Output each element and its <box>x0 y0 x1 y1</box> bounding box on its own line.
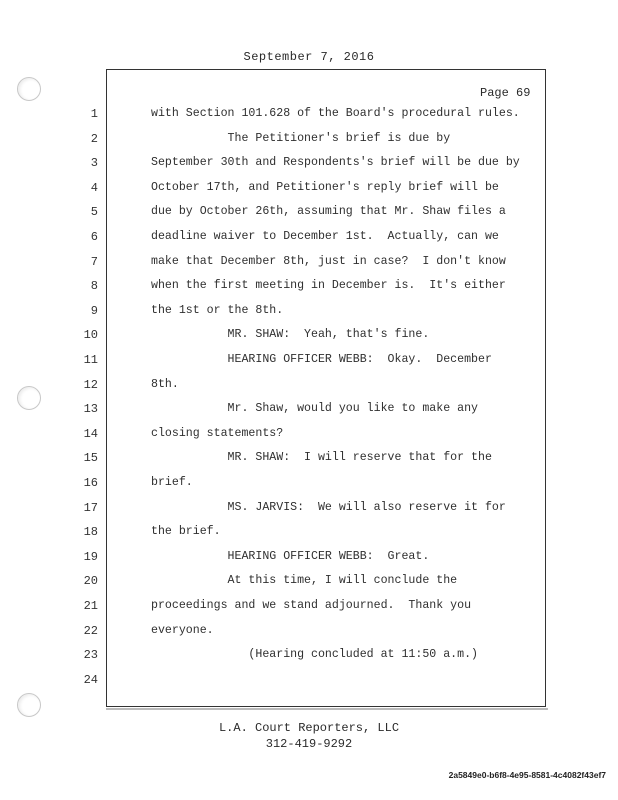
line-text: HEARING OFFICER WEBB: Great. <box>151 549 430 563</box>
line-number: 20 <box>83 574 98 589</box>
line-number: 19 <box>83 549 98 564</box>
line-text: brief. <box>151 476 193 489</box>
line-number: 22 <box>83 623 98 638</box>
transcript-line <box>0 648 618 672</box>
transcript-line <box>0 451 618 475</box>
line-text: MS. JARVIS: We will also reserve it for <box>151 500 506 514</box>
line-number: 23 <box>83 648 98 663</box>
line-text: MR. SHAW: I will reserve that for the <box>151 451 492 465</box>
transcript-line <box>0 427 618 451</box>
transcript-line <box>0 156 618 180</box>
reporter-phone: 312-419-9292 <box>265 737 353 751</box>
line-number: 3 <box>90 156 98 171</box>
line-number: 15 <box>83 451 98 466</box>
line-number: 12 <box>83 377 98 392</box>
line-number: 17 <box>83 500 98 515</box>
frame-shadow <box>106 708 548 710</box>
line-text: October 17th, and Petitioner's reply brief will be <box>151 180 499 194</box>
transcript-line <box>0 328 618 352</box>
line-number: 8 <box>90 279 98 294</box>
transcript-line <box>0 279 618 303</box>
transcript-line <box>0 574 618 598</box>
line-text: proceedings and we stand adjourned. Thank you <box>151 599 472 612</box>
line-text: closing statements? <box>151 426 284 440</box>
transcript-line <box>0 181 618 205</box>
transcript-line <box>0 353 618 377</box>
line-number: 1 <box>90 107 98 121</box>
line-text: At this time, I will conclude the <box>151 574 458 588</box>
line-text: deadline waiver to December 1st. Actually, can we <box>151 230 499 243</box>
transcript-line <box>0 378 618 402</box>
line-text: (Hearing concluded at 11:50 a.m.) <box>151 648 478 662</box>
line-number: 9 <box>90 303 98 318</box>
line-text: everyone. <box>151 623 214 637</box>
line-number: 7 <box>90 254 98 269</box>
transcript-line <box>0 205 618 229</box>
line-text: HEARING OFFICER WEBB: Okay. December <box>151 353 492 366</box>
transcript-line <box>0 501 618 525</box>
transcript-line <box>0 599 618 623</box>
transcript-line <box>0 673 618 697</box>
hearing-date: September 7, 2016 <box>243 50 375 64</box>
line-text: The Petitioner's brief is due by <box>151 131 451 145</box>
line-number: 14 <box>83 426 98 441</box>
line-text: due by October 26th, assuming that Mr. Shaw files a <box>151 205 506 219</box>
line-number: 5 <box>90 205 98 220</box>
line-number: 21 <box>83 599 98 613</box>
line-text: the brief. <box>151 525 221 539</box>
line-text: MR. SHAW: Yeah, that's fine. <box>151 328 430 342</box>
transcript-line <box>0 255 618 279</box>
transcript-line <box>0 402 618 426</box>
transcript-line <box>0 304 618 328</box>
punch-hole-top <box>17 77 41 101</box>
line-number: 10 <box>83 328 98 343</box>
transcript-line <box>0 624 618 648</box>
page-number: Page 69 <box>480 86 531 100</box>
line-text: the 1st or the 8th. <box>151 303 284 317</box>
transcript-line <box>0 107 618 131</box>
line-number: 4 <box>90 180 98 195</box>
transcript-line <box>0 476 618 500</box>
line-text: September 30th and Respondents's brief will be due by <box>151 156 520 170</box>
line-number: 13 <box>83 402 98 417</box>
transcript-line <box>0 550 618 574</box>
line-number: 11 <box>83 353 98 367</box>
document-id: 2a5849e0-b6f8-4e95-8581-4c4082f43ef7 <box>448 770 606 780</box>
line-text: make that December 8th, just in case? I don't know <box>151 254 506 268</box>
transcript-line <box>0 132 618 156</box>
reporter-company: L.A. Court Reporters, LLC <box>218 721 400 735</box>
transcript-line <box>0 525 618 549</box>
line-text: Mr. Shaw, would you like to make any <box>151 402 478 416</box>
line-number: 18 <box>83 525 98 540</box>
line-text: when the first meeting in December is. It's either <box>151 279 506 293</box>
line-text: 8th. <box>151 377 179 391</box>
footer <box>0 720 618 752</box>
line-number: 24 <box>83 672 98 687</box>
line-text: with Section 101.628 of the Board's procedural rules. <box>151 107 520 120</box>
transcript-line <box>0 230 618 254</box>
line-number: 16 <box>83 476 98 490</box>
line-number: 2 <box>90 131 98 146</box>
line-number: 6 <box>90 230 98 244</box>
